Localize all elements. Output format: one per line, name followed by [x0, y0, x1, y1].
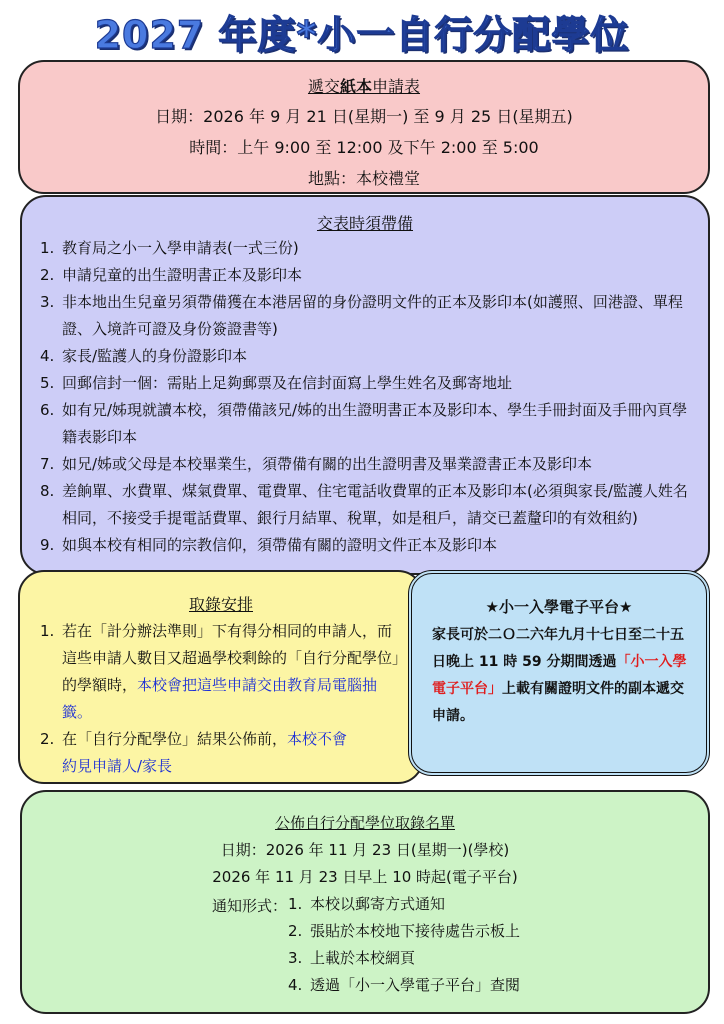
list-item-text: 如與本校有相同的宗教信仰，須帶備有關的證明文件正本及影印本: [62, 536, 498, 554]
list-item-number: 5.: [40, 374, 55, 392]
list-item-number: 6.: [40, 401, 55, 419]
admission-highlight: 本校不會約見申請人/家長: [62, 730, 348, 775]
list-item: [288, 945, 688, 972]
list-item-text: 如有兄/姊現就讀本校，須帶備該兄/姊的出生證明書正本及影印本、學生手冊封面及手冊內頁學籍表影印本: [62, 401, 688, 446]
list-item-text: 透過「小一入學電子平台」查閱: [310, 976, 521, 994]
list-item-number: 1.: [40, 239, 55, 257]
admission-section: [18, 570, 424, 784]
list-item-text: 差餉單、水費單、煤氣費單、電費單、住宅電話收費單的正本及影印本(必須與家長/監護人姓名相同，不接受手提電話費單、銀行月結單、稅單，如是租戶，請交已蓋釐印的有效租約): [62, 482, 688, 527]
list-item-number: 2.: [288, 922, 303, 940]
list-item-number: 3.: [288, 949, 303, 967]
list-item: [40, 370, 692, 397]
results-section: [20, 790, 710, 1014]
list-item-text: 上載於本校網頁: [310, 949, 416, 967]
list-item-text: 本校以郵寄方式通知: [310, 895, 446, 913]
list-item-text: 張貼於本校地下接待處告示板上: [310, 922, 521, 940]
list-item: [288, 918, 688, 945]
list-item-text: 回郵信封一個：需貼上足夠郵票及在信封面寫上學生姓名及郵寄地址: [62, 374, 513, 392]
list-item: [40, 289, 692, 343]
list-item-number: 7.: [40, 455, 55, 473]
list-item: [288, 891, 688, 918]
list-item-number: 3.: [40, 293, 55, 311]
page-title: 2027 年度*小一自行分配學位: [94, 13, 630, 57]
list-item: [40, 262, 692, 289]
submission-date: 日期：2026 年 9 月 21 日(星期一) 至 9 月 25 日(星期五): [155, 107, 573, 126]
platform-section: [408, 570, 710, 776]
list-item-text: 申請兒童的出生證明書正本及影印本: [62, 266, 303, 284]
list-item: [288, 972, 688, 999]
results-date-platform: 2026 年 11 月 23 日早上 10 時起(電子平台): [212, 868, 518, 886]
list-item-text: 教育局之小一入學申請表(一式三份): [62, 239, 299, 257]
documents-list: [40, 235, 692, 559]
platform-heading: ★小一入學電子平台★: [485, 598, 633, 616]
list-item-number: 9.: [40, 536, 55, 554]
submission-venue: 地點：本校禮堂: [307, 169, 420, 188]
list-item: [40, 532, 692, 559]
documents-heading: 交表時須帶備: [316, 214, 413, 233]
list-item-text: 非本地出生兒童另須帶備獲在本港居留的身份證明文件的正本及影印本(如護照、回港證、單程證、入境許可證及身份簽證書等): [62, 293, 683, 338]
admission-heading: 取錄安排: [188, 595, 253, 614]
list-item: [40, 343, 692, 370]
admission-list: [40, 618, 402, 780]
list-item-number: 4.: [40, 347, 55, 365]
list-item-text: 家長/監護人的身份證影印本: [62, 347, 248, 365]
list-item-number: 8.: [40, 482, 55, 500]
notify-label: 通知形式：: [212, 897, 288, 915]
list-item: 2. 在「自行分配學位」結果公佈前，本校不會約見申請人/家長: [40, 730, 348, 775]
list-item: 1. 若在「計分辦法準則」下有得分相同的申請人，而這些申請人數目又超過學校剩餘的「自行分配學位」的學額時，本校會把這些申請交由教育局電腦抽籤。: [40, 622, 400, 721]
submission-heading: 遞交紙本申請表: [307, 77, 421, 96]
platform-name: 「小一入學電子平台」: [432, 654, 687, 697]
list-item: [40, 235, 692, 262]
documents-section: [20, 195, 710, 575]
submission-time: 時間：上午 9:00 至 12:00 及下午 2:00 至 5:00: [189, 138, 539, 157]
list-item-number: 1.: [288, 895, 303, 913]
results-heading: 公佈自行分配學位取錄名單: [274, 814, 455, 832]
list-item-number: 4.: [288, 976, 303, 994]
list-item-text: 如兄/姊或父母是本校畢業生，須帶備有關的出生證明書及畢業證書正本及影印本: [62, 455, 593, 473]
list-item: [40, 478, 692, 532]
admission-highlight: 本校會把這些申請交由教育局電腦抽籤。: [62, 676, 378, 721]
list-item: [40, 451, 692, 478]
submission-section: [18, 60, 710, 194]
notify-methods: [288, 891, 688, 999]
platform-text: 家長可於二Ｏ二六年九月十七日至二十五日晚上 11 時 59 分期間透過「小一入學電子平台」上載有關證明文件的副本遞交申請。: [432, 627, 687, 724]
results-date: 日期：2026 年 11 月 23 日(星期一)(學校): [220, 841, 510, 859]
list-item: [40, 397, 692, 451]
list-item-number: 2.: [40, 266, 55, 284]
